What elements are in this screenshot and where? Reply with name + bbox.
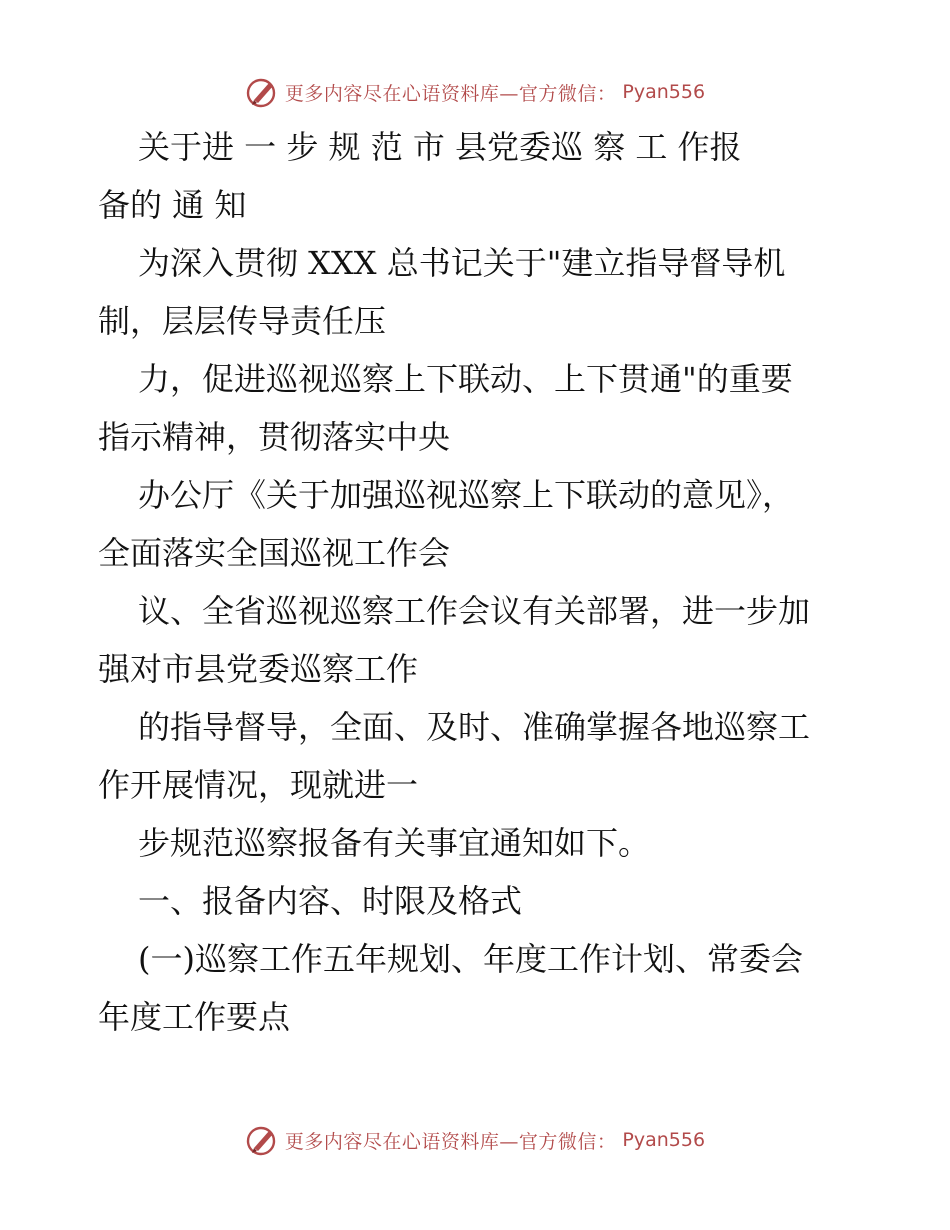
paragraph-line: 办公厅《关于加强巡视巡察上下联动的意见》， [138, 476, 795, 514]
paragraph-line: 的指导督导，全面、及时、准确掌握各地巡察工 [138, 708, 811, 746]
subsection-heading-cont: 年度工作要点 [98, 998, 291, 1036]
header-banner [0, 72, 950, 112]
paragraph-line: 制，层层传导责任压 [98, 302, 387, 340]
paragraph-line: 全面落实全国巡视工作会 [98, 534, 451, 572]
footer-banner [0, 1120, 950, 1160]
header-banner-id: Pyan556 [622, 81, 706, 103]
section-heading: 一、报备内容、时限及格式 [138, 882, 523, 920]
subsection-heading: (一)巡察工作五年规划、年度工作计划、常委会 [138, 940, 803, 978]
footer-banner-text: 更多内容尽在心语资料库—官方微信： [284, 1130, 617, 1153]
paragraph-line: 为深入贯彻 XXX 总书记关于"建立指导督导机 [138, 244, 786, 282]
pen-logo-icon [245, 1123, 279, 1157]
document-body [98, 118, 878, 1046]
pen-logo-icon [245, 75, 279, 109]
paragraph-line: 议、全省巡视巡察工作会议有关部署，进一步加 [138, 592, 811, 630]
title-line-1: 关于进 一 步 规 范 市 县党委巡 察 工 作报 [138, 128, 742, 166]
header-banner-text: 更多内容尽在心语资料库—官方微信： [284, 82, 617, 105]
paragraph-line: 强对市县党委巡察工作 [98, 650, 419, 688]
title-line-2: 备的 通 知 [98, 186, 247, 224]
paragraph-line: 作开展情况，现就进一 [98, 766, 419, 804]
paragraph-line: 步规范巡察报备有关事宜通知如下。 [138, 824, 651, 862]
footer-banner-id: Pyan556 [622, 1129, 706, 1151]
paragraph-line: 力，促进巡视巡察上下联动、上下贯通"的重要 [138, 360, 793, 398]
paragraph-line: 指示精神，贯彻落实中央 [98, 418, 451, 456]
